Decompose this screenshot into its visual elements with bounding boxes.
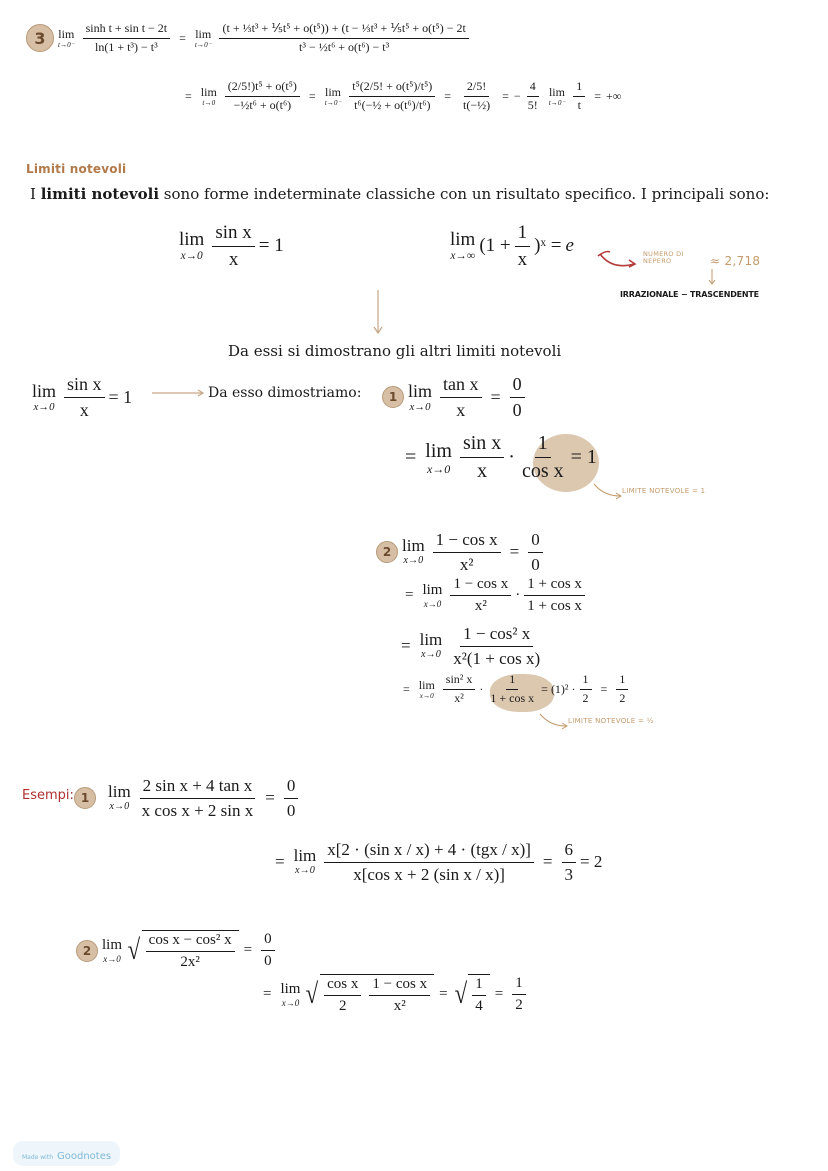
fraction: $\frac{\text{t⁵(2/5! + o(t⁵)/t⁵)}}{\text{t⁶(−½ + o(t⁶)/t⁶)}}$ xyxy=(349,80,435,113)
fraction: $\frac{\text{(t + ⅓t³ + ⅕t⁵ + o(t⁵)) + (t − ⅓t³ + ⅕t⁵ + o(t⁵) − 2t}}{\text{t³ − ½t⁶ + o(t⁶) − t³}}$ xyxy=(219,22,468,55)
limit-operator: lim x→0 xyxy=(419,630,443,661)
fraction: $\frac{1}{2}$ xyxy=(512,975,526,1015)
limit-operator: lim x→∞ xyxy=(450,229,476,263)
fraction: $\frac{1}{2}$ xyxy=(616,673,628,706)
fraction: $\frac{1}{x}$ xyxy=(515,222,531,271)
goodnotes-brand: Goodnotes xyxy=(57,1151,112,1162)
limit-operator: lim x→0 xyxy=(425,439,452,476)
derived-item-2-step2: = lim x→0 $\frac{\text{1 − cos² x}}{\text{x²(1 + cos x)}}$ xyxy=(396,624,547,668)
limit-sinx-over-x: lim x→0 $\frac{\text{sin x}}{x}$ = 1 xyxy=(179,222,284,270)
limit-operator: lim t→0⁻ xyxy=(548,84,566,107)
example-1-step: = lim x→0 $\frac{\text{x[2 · (sin x / x) + 4 · (tgx / x)]}}{\text{x[cos x + 2 (sin x / x)]}}$ = $\frac{6}{3}$ = 2 xyxy=(275,840,603,884)
fraction: $\frac{2/5!}{\text{t(−½)}}$ xyxy=(463,79,491,112)
step-badge-2: 2 xyxy=(376,541,398,563)
fraction: $\frac{\text{sin x}}{x}$ xyxy=(212,222,254,271)
base-limit: lim x→0 $\frac{\text{sin x}}{x}$ = 1 xyxy=(32,374,133,420)
euler-number: e xyxy=(565,235,574,257)
intro-bold-term: limiti notevoli xyxy=(40,185,160,203)
limit-operator: lim t→0⁻ xyxy=(324,84,342,107)
annotation-irrational: IRRAZIONALE − TRASCENDENTE xyxy=(620,290,759,299)
annotation-approx: ≈ 2,718 xyxy=(710,254,761,268)
section-heading: Limiti notevoli xyxy=(26,162,127,176)
limit-operator: lim x→0 xyxy=(32,380,57,413)
fraction: $\frac{\text{1 + cos x}}{\text{1 + cos x}}$ xyxy=(524,576,585,616)
limit-operator: lim x→0 xyxy=(402,536,425,567)
fraction: $\frac{\text{1 − cos x}}{\text{x²}}$ xyxy=(450,576,511,616)
annotation-arrow-icon xyxy=(592,482,624,502)
limit-operator: lim x→0 xyxy=(408,380,433,413)
indeterminate-form: $\frac{0}{0}$ xyxy=(261,931,275,971)
step-badge-1: 1 xyxy=(74,787,96,809)
indeterminate-form: $\frac{0}{0}$ xyxy=(284,776,299,820)
limit-operator: lim t→0⁻ xyxy=(194,26,212,49)
limit-operator: lim x→0 xyxy=(293,846,317,877)
derive-label: Da esso dimostriamo: xyxy=(208,385,362,401)
limit-operator: lim x→0 xyxy=(422,581,443,609)
right-arrow-icon xyxy=(152,388,206,398)
limit-operator: lim x→0 xyxy=(108,782,131,813)
indeterminate-form: $\frac{0}{0}$ xyxy=(528,530,543,574)
annotation-nepero: NUMERO DI NEPERO xyxy=(643,250,684,265)
annotation-arrow-icon xyxy=(592,248,642,272)
derived-item-2-step1: = lim x→0 $\frac{\text{1 − cos x}}{\text{x²}}$ · $\frac{\text{1 + cos x}}{\text{1 + cos x}}$ xyxy=(400,576,589,616)
step-badge-1: 1 xyxy=(382,386,404,408)
down-arrow-icon xyxy=(707,268,717,286)
example-1: 1 lim x→0 $\frac{\text{2 sin x + 4 tan x}}{\text{x cos x + 2 sin x}}$ = $\frac{0}{0}$ xyxy=(74,776,302,820)
fraction: $\frac{\text{2 sin x + 4 tan x}}{\text{x cos x + 2 sin x}}$ xyxy=(139,776,257,820)
examples-label: Esempi: xyxy=(22,788,74,803)
derived-item-2-step3: = lim x→0 $\frac{\text{sin² x}}{\text{x²}}$ · $\frac{1}{\text{1 + cos x}}$ = (1)² · $\frac{1}{2}$ = $\frac{1}{2}$ xyxy=(398,673,632,706)
derived-item-2: 2 lim x→0 $\frac{\text{1 − cos x}}{\text{x²}}$ = $\frac{0}{0}$ xyxy=(376,530,547,574)
square-root: √ $\frac{\text{cos x − cos² x}}{\text{2x²}}$ xyxy=(126,930,239,972)
annotation-arrow-icon xyxy=(538,712,570,732)
example3-line1: 3 lim t→0⁻ $\frac{\text{sinh t + sin t − 2t}}{\text{ln(1 + t³) − t³}}$ = lim t→0⁻ $\frac{\text{(t + ⅓t³ + ⅕t⁵ + o(t⁵)) + (t − ⅓t³ + ⅕t⁵ + o(t⁵) − 2t}}{\text{t³ − ½t⁶ + o(t⁶) − t³}}$ xyxy=(26,22,473,55)
limit-euler: lim x→∞ (1 + $\frac{1}{x}$ )ˣ = e xyxy=(450,222,574,270)
fraction: $\frac{\text{sin x}}{x}$ xyxy=(64,374,105,420)
derived-caption: Da essi si dimostrano gli altri limiti notevoli xyxy=(228,342,562,360)
fraction: $\frac{6}{3}$ xyxy=(562,840,577,884)
example3-line2: = lim t→0 $\frac{\text{(2/5!)t⁵ + o(t⁵)}}{\text{−½t⁶ + o(t⁶)}}$ = lim t→0⁻ $\frac{\text{t⁵(2/5! + o(t⁵)/t⁵)}}{\text{t⁶(−½ + o(t⁶)/t⁶)}}$ = $\frac{2/5!}{\text{t(−½)}}$ = − $\frac{4}{5!}$ lim t→0⁻ $\frac{1}{t}$ = +∞ xyxy=(185,79,622,112)
annotation-limite-notevole-1: LIMITE NOTEVOLE = 1 xyxy=(622,487,706,495)
limit-operator: lim t→0⁻ xyxy=(58,26,75,49)
limit-operator: lim x→0 xyxy=(102,936,123,964)
fraction: $\frac{\text{tan x}}{x}$ xyxy=(440,374,482,420)
limit-operator: lim x→0 xyxy=(418,677,435,700)
fraction: $\frac{\text{sin² x}}{\text{x²}}$ xyxy=(443,673,476,706)
fraction: $\frac{\text{1 − cos² x}}{\text{x²(1 + cos x)}}$ xyxy=(453,624,541,668)
limit-operator: lim x→0 xyxy=(280,980,301,1008)
intro-paragraph: I limiti notevoli sono forme indeterminate classiche con un risultato specifico. I principali sono: xyxy=(30,185,770,203)
goodnotes-badge: Made with Goodnotes xyxy=(13,1141,120,1166)
fraction: $\frac{\text{sinh t + sin t − 2t}}{\text{ln(1 + t³) − t³}}$ xyxy=(83,22,171,55)
example-2-step: = lim x→0 √ $\frac{\text{cos x}}{2}$ $\frac{\text{1 − cos x}}{\text{x²}}$ = √ $\frac{1}{4}$ = $\frac{1}{2}$ xyxy=(258,974,530,1016)
result-value: +∞ xyxy=(606,88,622,103)
fraction: $\frac{\text{sin x}}{x}$ xyxy=(460,432,504,483)
example-2: 2 lim x→0 √ $\frac{\text{cos x − cos² x}}{\text{2x²}}$ = $\frac{0}{0}$ xyxy=(76,930,279,972)
down-arrow-icon xyxy=(372,290,384,336)
derived-item-1: 1 lim x→0 $\frac{\text{tan x}}{x}$ = $\frac{0}{0}$ xyxy=(382,374,529,420)
fraction: $\frac{1}{\text{cos x}}$ xyxy=(521,432,564,482)
fraction: $\frac{\text{(2/5!)t⁵ + o(t⁵)}}{\text{−½t⁶ + o(t⁶)}}$ xyxy=(225,80,300,113)
fraction: $\frac{1}{\text{1 + cos x}}$ xyxy=(490,672,535,705)
limit-operator: lim x→0 xyxy=(179,229,205,263)
fraction: $\frac{\text{x[2 · (sin x / x) + 4 · (tgx / x)]}}{\text{x[cos x + 2 (sin x / x)]}}$ xyxy=(324,840,534,884)
annotation-limite-notevole-2: LIMITE NOTEVOLE = ½ xyxy=(568,717,654,725)
step-badge-2: 2 xyxy=(76,940,98,962)
limit-operator: lim t→0 xyxy=(200,84,217,107)
square-root: √ $\frac{1}{4}$ xyxy=(453,974,490,1016)
derived-item-1-step: = lim x→0 $\frac{\text{sin x}}{x}$ · $\frac{1}{\text{cos x}}$ = 1 xyxy=(405,432,597,482)
fraction: $\frac{1}{2}$ xyxy=(580,673,592,706)
square-root: √ $\frac{\text{cos x}}{2}$ $\frac{\text{1 − cos x}}{\text{x²}}$ xyxy=(304,974,434,1016)
fraction: $\frac{4}{5!}$ xyxy=(527,79,538,112)
fraction: $\frac{\text{1 − cos x}}{\text{x²}}$ xyxy=(433,530,501,574)
indeterminate-form: $\frac{0}{0}$ xyxy=(510,374,525,420)
fraction: $\frac{1}{t}$ xyxy=(573,80,585,113)
step-badge-3: 3 xyxy=(26,24,54,52)
